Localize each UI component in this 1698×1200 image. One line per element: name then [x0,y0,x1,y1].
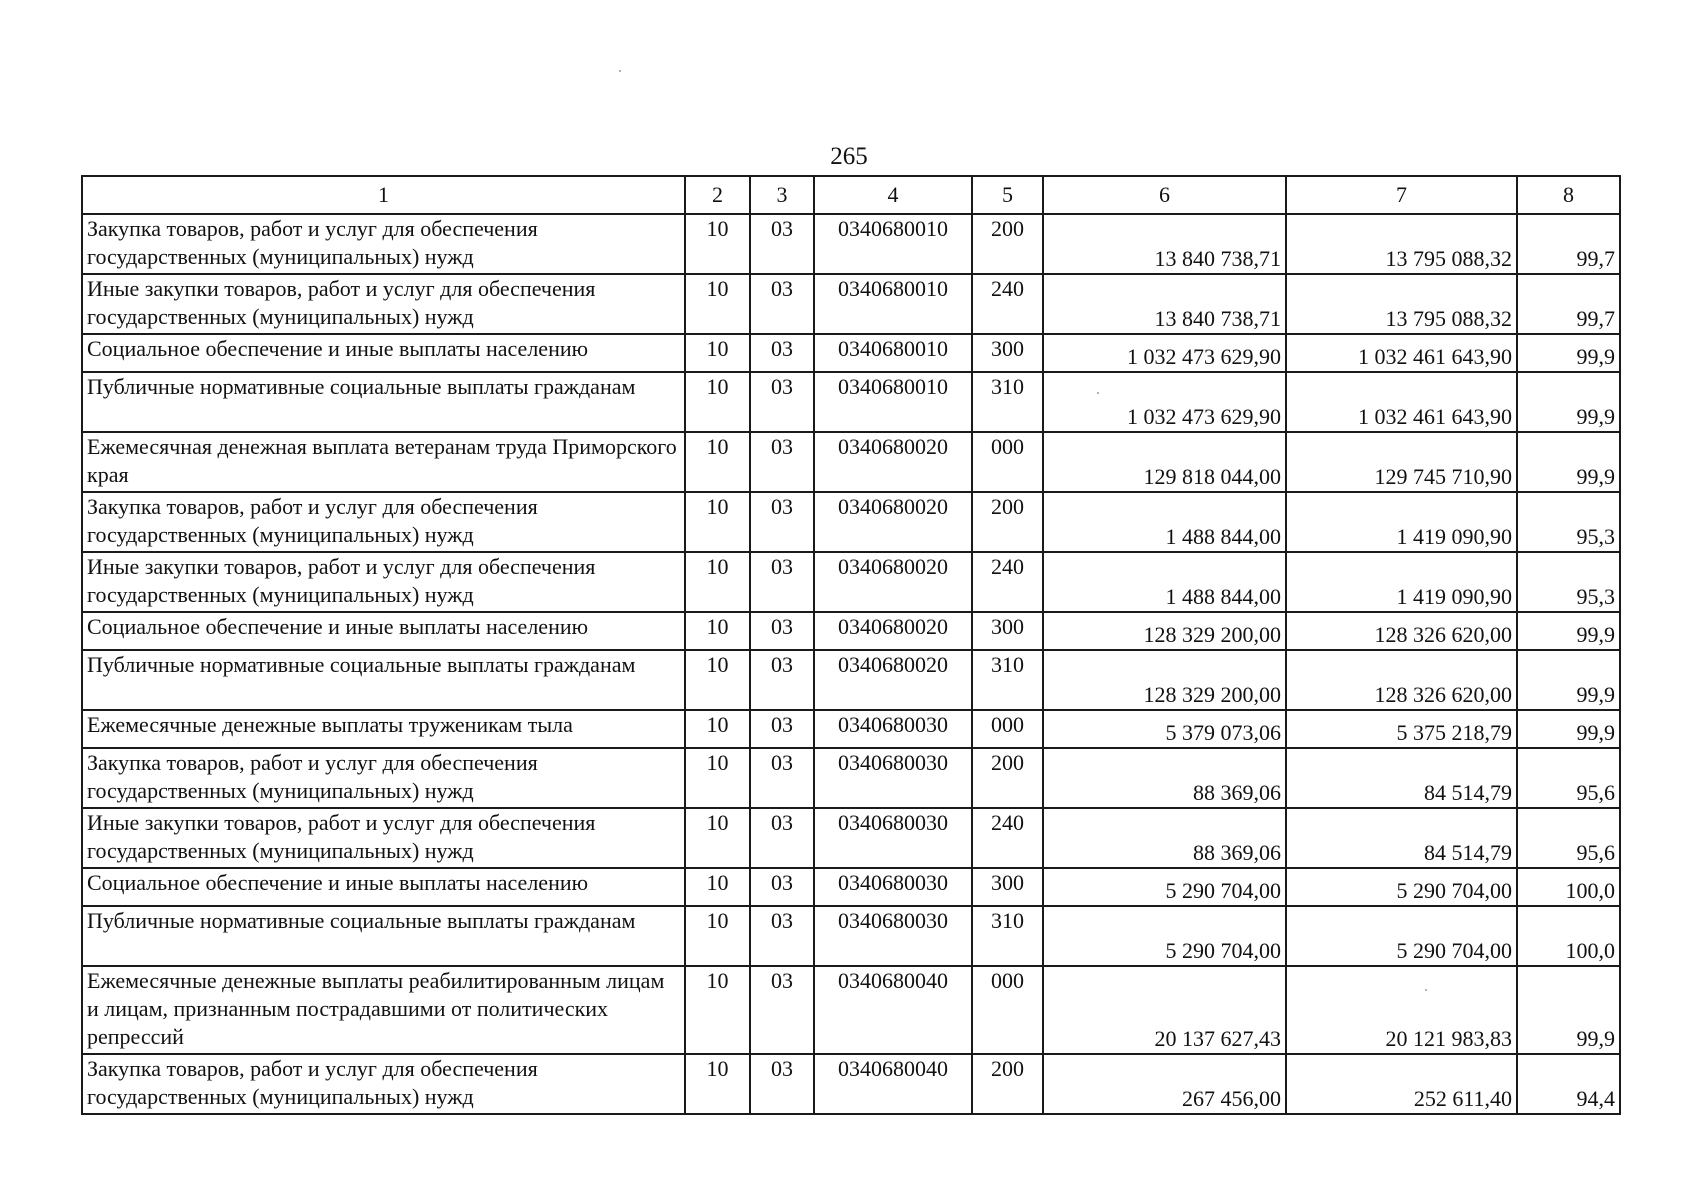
subsection-code-cell: 03 [750,274,814,334]
target-code-cell: 0340680020 [814,492,972,552]
target-code-cell: 0340680020 [814,432,972,492]
subsection-code-cell: 03 [750,710,814,748]
section-code-cell: 10 [685,552,750,612]
expense-type-cell: 000 [972,966,1043,1054]
table-row [82,552,1620,612]
amount-cell-6: 267 456,00 [1043,1054,1286,1114]
section-code-cell: 10 [685,868,750,906]
percent-cell: 99,7 [1517,274,1620,334]
header-cell-8: 8 [1517,176,1620,214]
amount-cell-7: 84 514,79 [1286,808,1517,868]
amount-cell-7: 1 032 461 643,90 [1286,372,1517,432]
header-cell-6: 6 [1043,176,1286,214]
table-row [82,214,1620,274]
expense-type-cell: 000 [972,710,1043,748]
percent-cell: 99,9 [1517,334,1620,372]
expense-type-cell: 310 [972,372,1043,432]
section-code-cell: 10 [685,214,750,274]
header-cell-4: 4 [814,176,972,214]
subsection-code-cell: 03 [750,432,814,492]
section-code-cell: 10 [685,372,750,432]
subsection-code-cell: 03 [750,552,814,612]
row-name-cell: Иные закупки товаров, работ и услуг для обеспечения государственных (муниципальных) нужд [82,808,685,868]
row-name-cell: Ежемесячные денежные выплаты труженикам тыла [82,710,685,748]
header-row [82,176,1620,214]
expense-type-cell: 300 [972,612,1043,650]
amount-cell-7: 128 326 620,00 [1286,612,1517,650]
row-name-cell: Закупка товаров, работ и услуг для обеспечения государственных (муниципальных) нужд [82,492,685,552]
amount-cell-6: 20 137 627,43 [1043,966,1286,1054]
amount-cell-6: 5 290 704,00 [1043,868,1286,906]
amount-cell-7: 84 514,79 [1286,748,1517,808]
expense-type-cell: 200 [972,492,1043,552]
amount-cell-6: 1 032 473 629,90 [1043,334,1286,372]
amount-cell-6: 128 329 200,00 [1043,612,1286,650]
row-name-cell: Публичные нормативные социальные выплаты гражданам [82,372,685,432]
row-name-cell: Публичные нормативные социальные выплаты гражданам [82,650,685,710]
percent-cell: 99,9 [1517,966,1620,1054]
row-name-cell: Ежемесячная денежная выплата ветеранам труда Приморского края [82,432,685,492]
row-name-cell: Закупка товаров, работ и услуг для обеспечения государственных (муниципальных) нужд [82,214,685,274]
row-name-cell: Закупка товаров, работ и услуг для обеспечения государственных (муниципальных) нужд [82,748,685,808]
section-code-cell: 10 [685,612,750,650]
subsection-code-cell: 03 [750,1054,814,1114]
target-code-cell: 0340680030 [814,868,972,906]
amount-cell-7: 13 795 088,32 [1286,274,1517,334]
table-row [82,710,1620,748]
amount-cell-6: 5 290 704,00 [1043,906,1286,966]
amount-cell-6: 5 379 073,06 [1043,710,1286,748]
table-row [82,432,1620,492]
header-cell-5: 5 [972,176,1043,214]
amount-cell-7: 1 419 090,90 [1286,552,1517,612]
amount-cell-7: 252 611,40 [1286,1054,1517,1114]
target-code-cell: 0340680030 [814,808,972,868]
target-code-cell: 0340680030 [814,906,972,966]
percent-cell: 95,6 [1517,808,1620,868]
subsection-code-cell: 03 [750,748,814,808]
target-code-cell: 0340680040 [814,966,972,1054]
expense-type-cell: 240 [972,552,1043,612]
percent-cell: 99,9 [1517,650,1620,710]
amount-cell-7: 5 290 704,00 [1286,868,1517,906]
subsection-code-cell: 03 [750,966,814,1054]
table-row [82,808,1620,868]
expense-type-cell: 240 [972,274,1043,334]
amount-cell-6: 13 840 738,71 [1043,214,1286,274]
section-code-cell: 10 [685,334,750,372]
percent-cell: 95,3 [1517,552,1620,612]
section-code-cell: 10 [685,906,750,966]
amount-cell-6: 13 840 738,71 [1043,274,1286,334]
amount-cell-7: 13 795 088,32 [1286,214,1517,274]
subsection-code-cell: 03 [750,808,814,868]
header-cell-3: 3 [750,176,814,214]
amount-cell-6: 1 032 473 629,90 [1043,372,1286,432]
section-code-cell: 10 [685,808,750,868]
subsection-code-cell: 03 [750,214,814,274]
section-code-cell: 10 [685,274,750,334]
amount-cell-6: 128 329 200,00 [1043,650,1286,710]
target-code-cell: 0340680020 [814,612,972,650]
table-row [82,650,1620,710]
header-cell-1: 1 [82,176,685,214]
section-code-cell: 10 [685,710,750,748]
header-cell-7: 7 [1286,176,1517,214]
row-name-cell: Социальное обеспечение и иные выплаты населению [82,334,685,372]
table-row [82,748,1620,808]
target-code-cell: 0340680030 [814,710,972,748]
subsection-code-cell: 03 [750,906,814,966]
amount-cell-7: 128 326 620,00 [1286,650,1517,710]
percent-cell: 99,9 [1517,710,1620,748]
subsection-code-cell: 03 [750,334,814,372]
budget-table [81,175,1621,1115]
row-name-cell: Закупка товаров, работ и услуг для обеспечения государственных (муниципальных) нужд [82,1054,685,1114]
expense-type-cell: 310 [972,650,1043,710]
percent-cell: 100,0 [1517,868,1620,906]
expense-type-cell: 310 [972,906,1043,966]
page-number: 265 [830,143,868,170]
target-code-cell: 0340680020 [814,552,972,612]
amount-cell-7: 5 290 704,00 [1286,906,1517,966]
table-row [82,1054,1620,1114]
target-code-cell: 0340680010 [814,372,972,432]
target-code-cell: 0340680020 [814,650,972,710]
row-name-cell: Иные закупки товаров, работ и услуг для обеспечения государственных (муниципальных) нужд [82,552,685,612]
subsection-code-cell: 03 [750,492,814,552]
subsection-code-cell: 03 [750,868,814,906]
target-code-cell: 0340680040 [814,1054,972,1114]
subsection-code-cell: 03 [750,372,814,432]
expense-type-cell: 300 [972,868,1043,906]
amount-cell-7: 129 745 710,90 [1286,432,1517,492]
target-code-cell: 0340680010 [814,274,972,334]
amount-cell-7: 1 419 090,90 [1286,492,1517,552]
section-code-cell: 10 [685,966,750,1054]
row-name-cell: Иные закупки товаров, работ и услуг для обеспечения государственных (муниципальных) нужд [82,274,685,334]
table-row [82,906,1620,966]
percent-cell: 94,4 [1517,1054,1620,1114]
table-row [82,274,1620,334]
section-code-cell: 10 [685,650,750,710]
header-cell-2: 2 [685,176,750,214]
amount-cell-6: 88 369,06 [1043,748,1286,808]
row-name-cell: Ежемесячные денежные выплаты реабилитированным лицам и лицам, признанным пострадавшими от политических репрессий [82,966,685,1054]
row-name-cell: Публичные нормативные социальные выплаты гражданам [82,906,685,966]
table-row [82,966,1620,1054]
percent-cell: 99,9 [1517,612,1620,650]
section-code-cell: 10 [685,748,750,808]
subsection-code-cell: 03 [750,650,814,710]
amount-cell-6: 88 369,06 [1043,808,1286,868]
amount-cell-6: 1 488 844,00 [1043,552,1286,612]
table-row [82,334,1620,372]
amount-cell-7: 1 032 461 643,90 [1286,334,1517,372]
expense-type-cell: 200 [972,214,1043,274]
amount-cell-6: 129 818 044,00 [1043,432,1286,492]
target-code-cell: 0340680010 [814,214,972,274]
expense-type-cell: 200 [972,748,1043,808]
row-name-cell: Социальное обеспечение и иные выплаты населению [82,612,685,650]
expense-type-cell: 000 [972,432,1043,492]
percent-cell: 99,9 [1517,432,1620,492]
amount-cell-7: 5 375 218,79 [1286,710,1517,748]
section-code-cell: 10 [685,432,750,492]
percent-cell: 100,0 [1517,906,1620,966]
target-code-cell: 0340680030 [814,748,972,808]
target-code-cell: 0340680010 [814,334,972,372]
scan-speck [619,70,621,72]
expense-type-cell: 240 [972,808,1043,868]
table-row [82,612,1620,650]
amount-cell-7: 20 121 983,83 [1286,966,1517,1054]
percent-cell: 99,7 [1517,214,1620,274]
amount-cell-6: 1 488 844,00 [1043,492,1286,552]
section-code-cell: 10 [685,492,750,552]
percent-cell: 99,9 [1517,372,1620,432]
subsection-code-cell: 03 [750,612,814,650]
expense-type-cell: 200 [972,1054,1043,1114]
row-name-cell: Социальное обеспечение и иные выплаты населению [82,868,685,906]
table-row [82,868,1620,906]
table-row [82,492,1620,552]
section-code-cell: 10 [685,1054,750,1114]
table-row [82,372,1620,432]
expense-type-cell: 300 [972,334,1043,372]
percent-cell: 95,3 [1517,492,1620,552]
percent-cell: 95,6 [1517,748,1620,808]
